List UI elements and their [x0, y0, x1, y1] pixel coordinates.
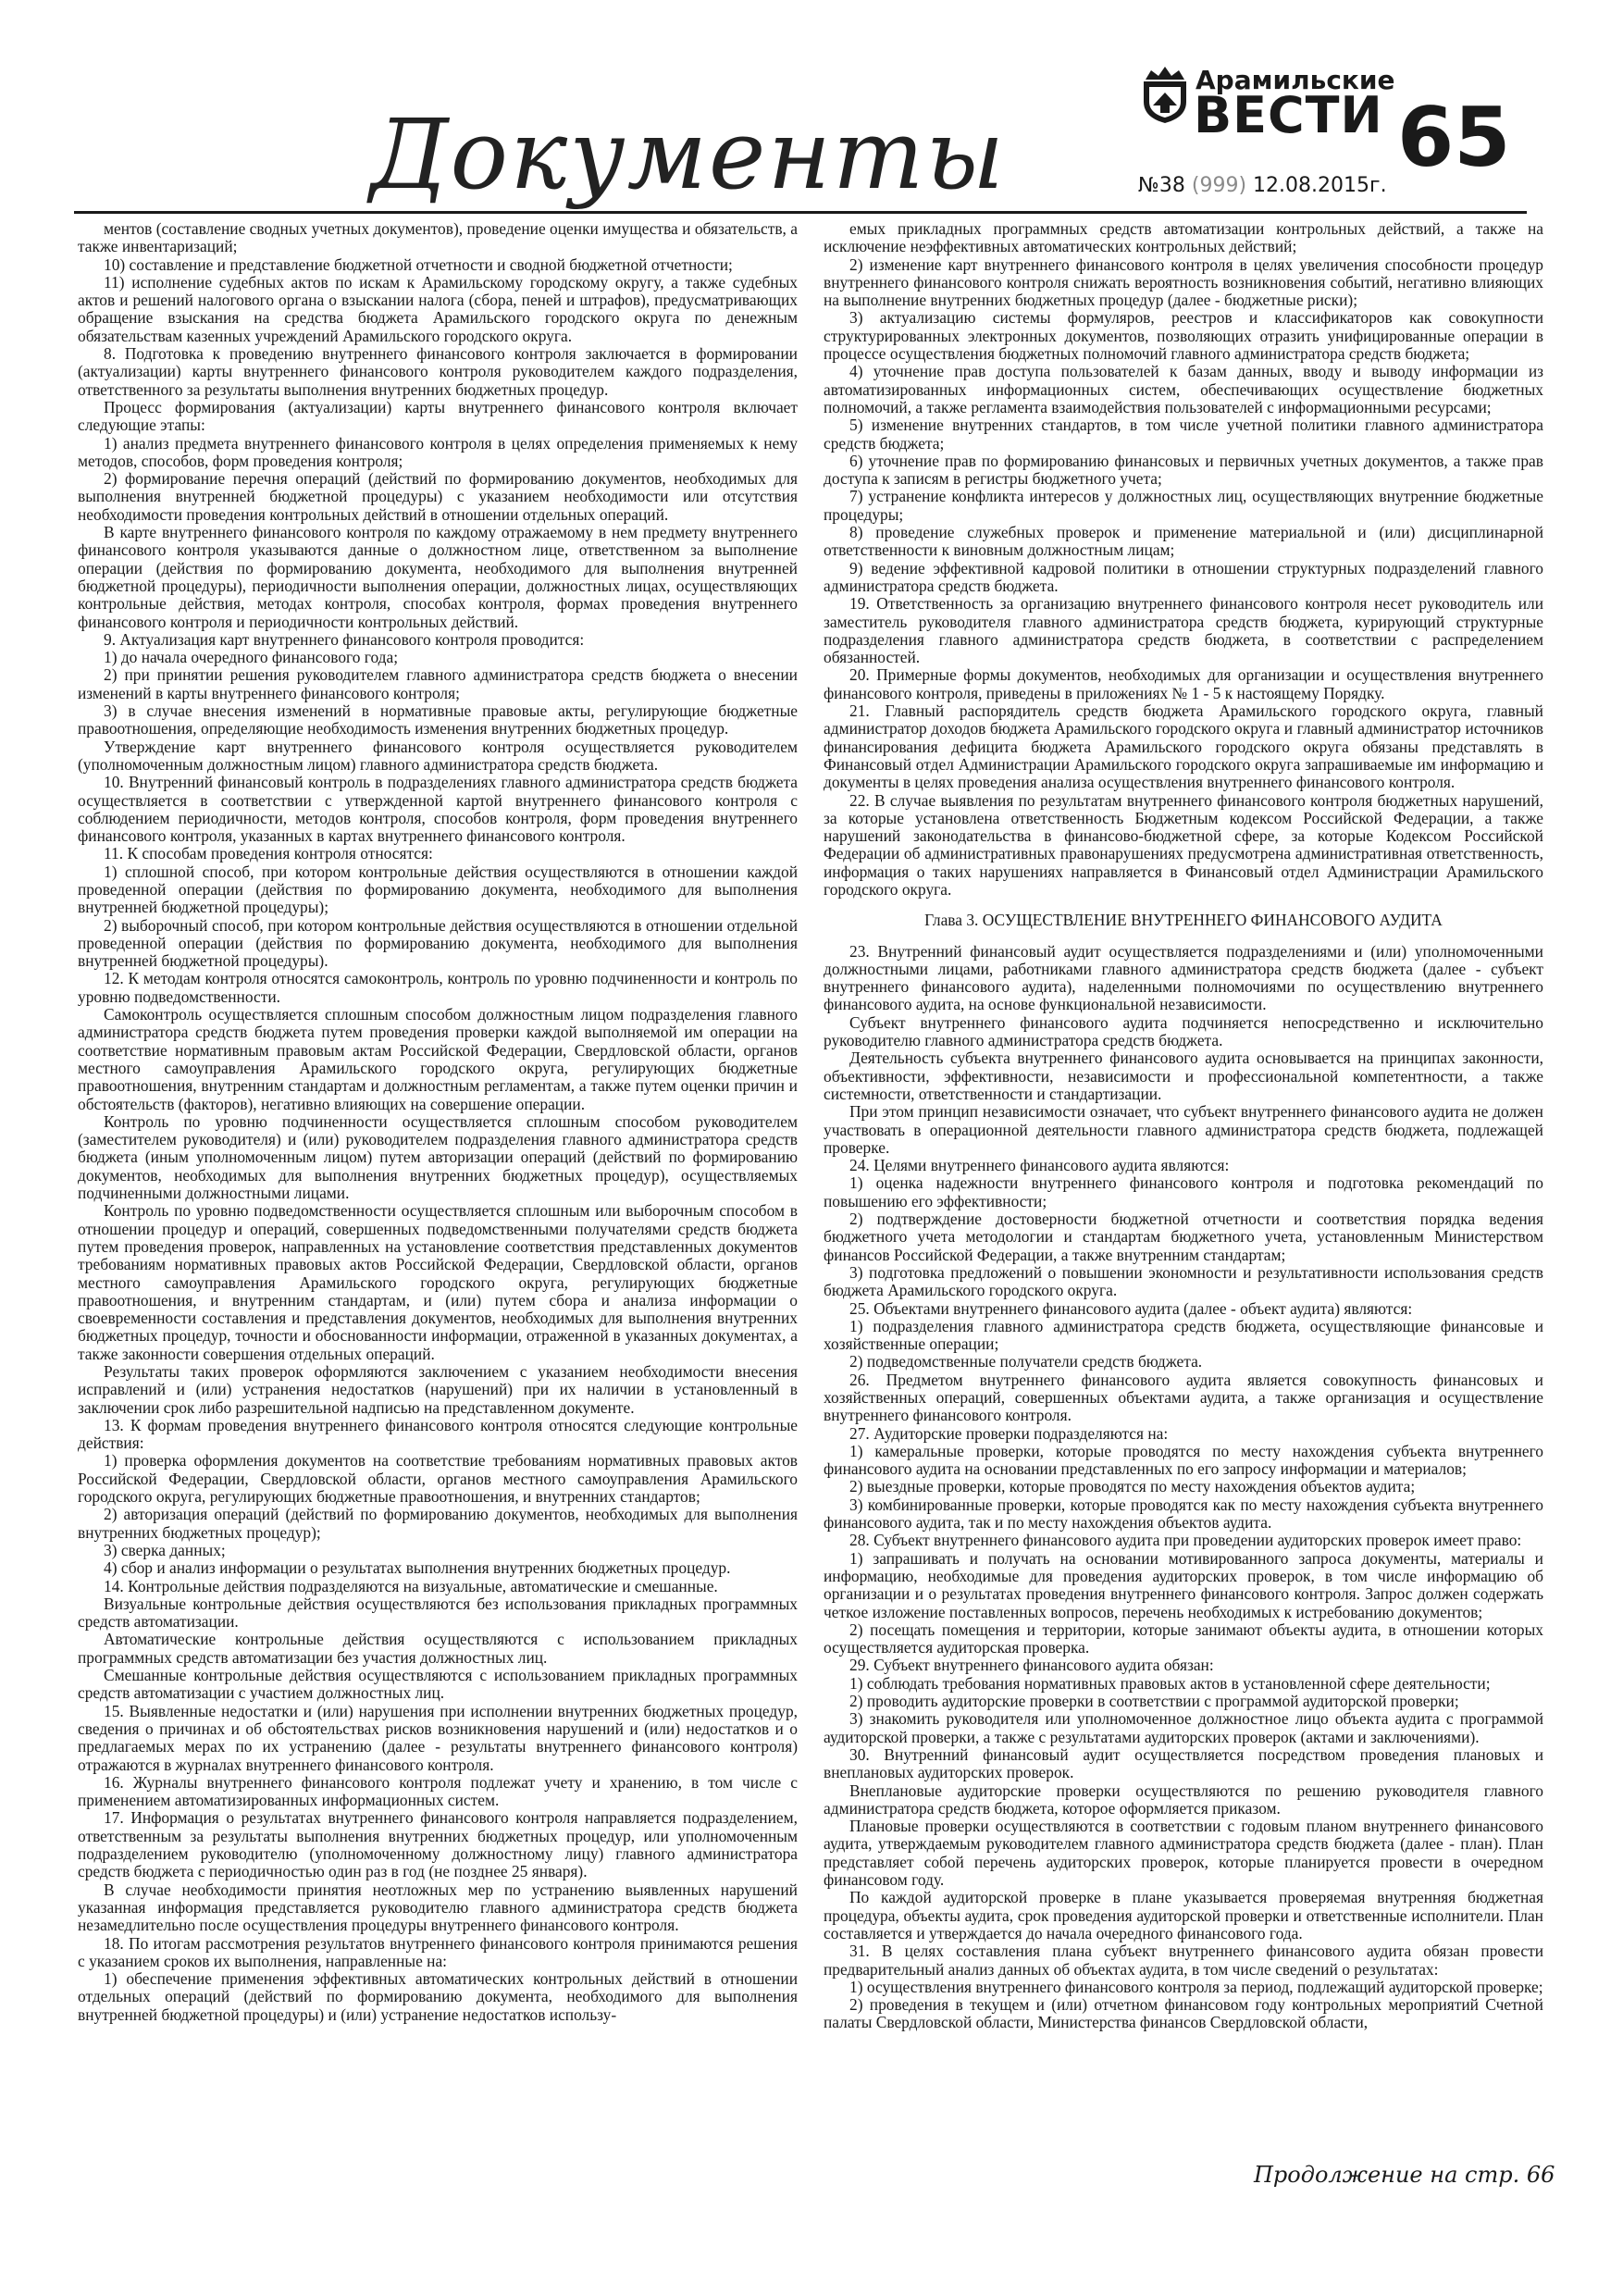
brand-top-text: Арамильские: [1196, 65, 1395, 95]
paragraph: 2) подведомственные получатели средств бюджета.: [849, 1352, 1203, 1371]
newspaper-logo: [1138, 65, 1395, 197]
paragraph: 3) актуализацию системы формуляров, реестров и классификаторов как совокупности структурированных электронных документов, позволяющих отразить унифицированные операции в процессе осуществления бюджетных полномочий главного администратора средств бюджета;: [824, 308, 1543, 364]
paragraph: 5) изменение внутренних стандартов, в том числе учетной политики главного администратора средств бюджета;: [824, 416, 1543, 453]
paragraph: 1) анализ предмета внутреннего финансового контроля в целях определения применяемых к нему методов, способов, форм проведения контроля;: [78, 433, 798, 470]
paragraph: 1) проверка оформления документов на соответствие требованиям нормативных правовых актов Российской Федерации, Свердловской области, органов местного самоуправления Арамильского городского округа, регулирующих бюджетные правоотношения, и внутренних стандартов;: [78, 1451, 798, 1507]
brand-main-text: ВЕСТИ: [1194, 86, 1383, 144]
paragraph: 9. Актуализация карт внутреннего финансового контроля проводится:: [104, 629, 585, 649]
paragraph: Результаты таких проверок оформляются заключением с указанием необходимости внесения исправлений и (или) устранения недостатков (нарушений) при их наличии в установленный в заключении срок либо разрешительной надписью на представленном документе.: [78, 1362, 798, 1417]
paragraph: 1) обеспечение применения эффективных автоматических контрольных действий в отношении отдельных операций (действий по формированию документа, необходимого для выполнения внутренней бюджетной процедуры) и (или) устранение недостатков использу-: [78, 1969, 798, 2024]
paragraph: 20. Примерные формы документов, необходимых для организации и осуществления внутреннего финансового контроля, приведены в приложениях № 1 - 5 к настоящему Порядку.: [824, 665, 1543, 702]
paragraph: 2) подтверждение достоверности бюджетной отчетности и соответствия порядка ведения бюджетного учета методологии и стандартам бюджетного учета, установленным Министерством финансов Российской Федерации, а также внутренним стандартам;: [824, 1210, 1543, 1264]
paragraph: 24. Целями внутреннего финансового аудита являются:: [849, 1156, 1230, 1175]
paragraph: Контроль по уровню подведомственности осуществляется сплошным или выборочным способом в отношении процедур и операций, совершенных подведомственными получателями средств бюджета путем проведения проверок, направленных на установление соответствия представленных документов требованиям нормативных правовых актов Российской Федерации, Свердловской области, органов местного самоуправления Арамильского городского округа, регулирующих бюджетные правоотношения, и внутренним стандартам, и (или) путем сбора и анализа информации о своевременности составления и представления документов, необходимых для выполнения внутренних бюджетных процедур, точности и обоснованности информации, отраженной в указанных документах, а также законности совершения отдельных операций.: [78, 1201, 798, 1363]
paragraph: 3) сверка данных;: [104, 1540, 226, 1559]
paragraph: Субъект внутреннего финансового аудита подчиняется непосредственно и исключительно руководителю главного администратора средств бюджета.: [824, 1012, 1543, 1050]
paragraph: 19. Ответственность за организацию внутреннего финансового контроля несет руководитель или заместитель руководителя главного администратора средств бюджета, курирующий структурные подразделения главного администратора средств бюджета, в соответствии с распределением обязанностей.: [824, 594, 1543, 667]
paragraph: 18. По итогам рассмотрения результатов внутреннего финансового контроля принимаются решения с указанием сроков их выполнения, направленные на:: [78, 1933, 798, 1970]
paragraph: 28. Субъект внутреннего финансового аудита при проведении аудиторских проверок имеет право:: [849, 1531, 1522, 1550]
paragraph: 4) сбор и анализ информации о результатах выполнения внутренних бюджетных процедур.: [104, 1558, 731, 1578]
paragraph: 8. Подготовка к проведению внутреннего финансового контроля заключается в формировании (актуализации) карты внутреннего финансового контроля руководителем каждого подразделения, ответственного за результаты выполнения внутренних бюджетных процедур.: [78, 344, 798, 399]
paragraph: В случае необходимости принятия неотложных мер по устранению выявленных нарушений указанная информация представляется руководителю главного администратора средств бюджета незамедлительно после осуществления процедуры внутреннего финансового контроля.: [78, 1880, 798, 1935]
paragraph: 2) изменение карт внутреннего финансового контроля в целях увеличения способности процедур внутреннего финансового контроля снижать вероятность возникновения событий, негативно влияющих на выполнение внутренних бюджетных процедур (далее - бюджетные риски);: [824, 254, 1543, 310]
header-rule: [74, 211, 1527, 214]
right-column: [824, 220, 1543, 2145]
paragraph: 31. В целях составления плана субъект внутреннего финансового аудита обязан провести предварительный анализ данных об объектах аудита, в том числе сведений о результатах:: [824, 1942, 1543, 1979]
paragraph: 6) уточнение прав по формированию финансовых и первичных учетных документов, а также прав доступа к записям в регистры бюджетного учета;: [824, 451, 1543, 489]
paragraph: Визуальные контрольные действия осуществляются без использования прикладных программных средств автоматизации.: [78, 1594, 798, 1632]
paragraph: 14. Контрольные действия подразделяются на визуальные, автоматические и смешанные.: [104, 1576, 718, 1595]
paragraph: 9) ведение эффективной кадровой политики в отношении структурных подразделений главного администратора средств бюджета.: [824, 558, 1543, 595]
city-crest-icon: [1138, 65, 1192, 124]
paragraph: емых прикладных программных средств автоматизации контрольных действий, а также на исключение неэффективных автоматических контрольных действий;: [824, 220, 1543, 256]
page-number: 65: [1397, 90, 1511, 185]
paragraph: 11) исполнение судебных актов по искам к Арамильскому городскому округу, а также судебных актов и решений налогового органа о взыскании налога (сбора, пеней и штрафов), предусматривающих обращение взыскания на средства бюджета Арамильского городского округа по денежным обязательствам казенных учреждений Арамильского городского округа.: [78, 272, 798, 345]
paragraph: 21. Главный распорядитель средств бюджета Арамильского городского округа, главный администратор доходов бюджета Арамильского городского округа и главный администратор источников финансирования дефицита бюджета Арамильского городского округа обязаны представлять в Финансовый отдел Администрации Арамильского городского округа запрашиваемые им информацию и документы в целях проведения анализа осуществления внутреннего финансового контроля.: [824, 701, 1543, 792]
paragraph: 17. Информация о результатах внутреннего финансового контроля направляется подразделением, ответственным за результаты выполнения внутренних бюджетных процедур, или уполномоченным подразделением руководителю (уполномоченному должностному лицу) главного администратора средств бюджета с периодичностью один раз в год (не позднее 25 января).: [78, 1808, 798, 1881]
paragraph: 1) запрашивать и получать на основании мотивированного запроса документы, материалы и информацию, необходимые для проведения аудиторских проверок, в том числе информацию об организации и о результатах проведения внутреннего финансового контроля. Запрос должен содержать четкое изложение поставленных вопросов, перечень необходимых к истребованию документов;: [824, 1548, 1543, 1621]
paragraph: 30. Внутренний финансовый аудит осуществляется посредством проведения плановых и внеплановых аудиторских проверок.: [824, 1744, 1543, 1782]
paragraph: 15. Выявленные недостатки и (или) нарушения при исполнении внутренних бюджетных процедур, сведения о причинах и об обстоятельствах рисков возникновения нарушений и (или) недостатков и о предлагаемых мерах по их устранению (далее - результаты внутреннего финансового контроля) отражаются в журналах внутреннего финансового контроля.: [78, 1701, 798, 1774]
paragraph: По каждой аудиторской проверке в плане указывается проверяемая внутренняя бюджетная процедура, объекты аудита, срок проведения аудиторской проверки и ответственные исполнители. План составляется и утверждается до начала очередного финансового года.: [824, 1888, 1543, 1942]
paragraph: 2) авторизация операций (действий по формированию документов, необходимых для выполнения внутренних бюджетных процедур);: [78, 1505, 798, 1542]
paragraph: 2) выездные проверки, которые проводятся по месту нахождения объектов аудита;: [849, 1477, 1416, 1496]
paragraph: 23. Внутренний финансовый аудит осуществляется подразделениями и (или) уполномоченными должностными лицами, работниками главного администратора средств бюджета (далее - субъект внутреннего финансового аудита), наделенными полномочиями по осуществлению внутреннего финансового аудита, на основе функциональной независимости.: [824, 941, 1543, 1014]
paragraph: Контроль по уровню подчиненности осуществляется сплошным способом руководителем (заместителем руководителя) и (или) руководителем подразделения главного администратора средств бюджета (иным уполномоченным лицом) путем авторизации операций (действий по формированию документов, необходимых для выполнения внутренних бюджетных процедур), осуществляемых подчиненными должностными лицами.: [78, 1111, 798, 1203]
paragraph: 2) выборочный способ, при котором контрольные действия осуществляются в отношении отдельной проведенной операции (действия по формированию документа, необходимого для выполнения внутренней бюджетной процедуры).: [78, 915, 798, 971]
paragraph: При этом принцип независимости означает, что субъект внутреннего финансового аудита не должен участвовать в операционной деятельности главного администратора средств бюджета, подлежащей проверке.: [824, 1102, 1543, 1157]
paragraph: 26. Предметом внутреннего финансового аудита является совокупность финансовых и хозяйственных операций, совершенных объектами аудита, а также организация и осуществление внутреннего финансового контроля.: [824, 1370, 1543, 1425]
paragraph: 16. Журналы внутреннего финансового контроля подлежат учету и хранению, в том числе с применением автоматизированных информационных систем.: [78, 1772, 798, 1810]
paragraph: 29. Субъект внутреннего финансового аудита обязан:: [849, 1656, 1214, 1675]
paragraph: 3) в случае внесения изменений в нормативные правовые акты, регулирующие бюджетные правоотношения, определяющие необходимость изменения внутренних бюджетных процедур.: [78, 701, 798, 738]
paragraph: 2) посещать помещения и территории, которые занимают объекты аудита, в отношении которых осуществляется аудиторская проверка.: [824, 1620, 1543, 1657]
paragraph: 10) составление и представление бюджетной отчетности и сводной бюджетной отчетности;: [104, 254, 733, 274]
paragraph: 2) проведения в текущем и (или) отчетном финансовом году контрольных мероприятий Счетной палаты Свердловской области, Министерства финансов Свердловской области,: [824, 1995, 1543, 2032]
paragraph: 2) формирование перечня операций (действий по формированию документов, необходимых для выполнения внутренней бюджетной процедуры) с указанием необходимости или отсутствия необходимости проведения контрольных действий в отношении отдельных операций.: [78, 469, 798, 524]
paragraph: В карте внутреннего финансового контроля по каждому отражаемому в нем предмету внутреннего финансового контроля указываются данные о должностном лице, ответственном за выполнение операции (действия по формированию документа, необходимого для выполнения внутренней бюджетной процедуры), периодичности выполнения операции, должностных лицах, осуществляющих контрольные действия, методах контроля, способах контроля, формах проведения внутреннего финансового контроля и периодичности контрольных действий.: [78, 523, 798, 631]
paragraph: ментов (составление сводных учетных документов), проведение оценки имущества и обязательств, а также инвентаризаций;: [78, 220, 798, 256]
paragraph: 1) оценка надежности внутреннего финансового контроля и подготовка рекомендаций по повышению его эффективности;: [824, 1173, 1543, 1210]
left-column: [78, 220, 798, 2145]
paragraph: Внеплановые аудиторские проверки осуществляются по решению руководителя главного администратора средств бюджета, которое оформляется приказом.: [824, 1781, 1543, 1818]
paragraph: 27. Аудиторские проверки подразделяются на:: [849, 1423, 1169, 1443]
paragraph: 8) проведение служебных проверок и применение материальной и (или) дисциплинарной ответственности к виновным должностным лицам;: [824, 523, 1543, 560]
paragraph: 2) при принятии решения руководителем главного администратора средств бюджета о внесении изменений в карты внутреннего финансового контроля;: [78, 665, 798, 702]
chapter-heading: Глава 3. ОСУЩЕСТВЛЕНИЕ ВНУТРЕННЕГО ФИНАНСОВОГО АУДИТА: [924, 911, 1443, 930]
issue-date: 12.08.2015г.: [1253, 174, 1387, 197]
paragraph: 3) подготовка предложений о повышении экономности и результативности использования средств бюджета Арамильского городского округа.: [824, 1262, 1543, 1300]
paragraph: 12. К методам контроля относятся самоконтроль, контроль по уровню подчиненности и контроль по уровню подведомственности.: [78, 969, 798, 1006]
paragraph: 4) уточнение прав доступа пользователей к базам данных, вводу и выводу информации из автоматизированных информационных систем, обеспечивающих осуществление бюджетных полномочий, а также регламента взаимодействия пользователей с информационными ресурсами;: [824, 362, 1543, 416]
paragraph: Утверждение карт внутреннего финансового контроля осуществляется руководителем (уполномоченным должностным лицом) главного администратора средств бюджета.: [78, 737, 798, 774]
paragraph: 3) комбинированные проверки, которые проводятся как по месту нахождения субъекта внутреннего финансового аудита, так и по месту нахождения объектов аудита.: [824, 1495, 1543, 1533]
paragraph: 3) знакомить руководителя или уполномоченное должностное лицо объекта аудита с программой аудиторской проверки, а также с результатами аудиторских проверок (актами и заключениями).: [824, 1709, 1543, 1746]
paragraph: 1) осуществления внутреннего финансового контроля за период, подлежащий аудиторской проверке;: [849, 1977, 1543, 1996]
paragraph: 13. К формам проведения внутреннего финансового контроля относятся следующие контрольные действия:: [78, 1415, 798, 1453]
paragraph: 22. В случае выявления по результатам внутреннего финансового контроля бюджетных нарушений, за которые установлена ответственность Бюджетным кодексом Российской Федерации, а также нарушений законодательства в финансово-бюджетной сфере, за которые Кодексом Российской Федерации об административных правонарушениях предусмотрена административная ответственность, информация о таких нарушениях направляется в Финансовый отдел Администрации Арамильского городского округа.: [824, 790, 1543, 899]
paragraph: 1) сплошной способ, при котором контрольные действия осуществляются в отношении каждой проведенной операции (действия по формированию документа, необходимого для выполнения внутренней бюджетной процедуры);: [78, 862, 798, 917]
paragraph: 10. Внутренний финансовый контроль в подразделениях главного администратора средств бюджета осуществляется в соответствии с утвержденной картой внутреннего финансового контроля с соблюдением периодичности, методов контроля, способов контроля, форм проведения внутреннего финансового контроля, указанных в картах внутреннего финансового контроля.: [78, 773, 798, 846]
paragraph: 1) камеральные проверки, которые проводятся по месту нахождения субъекта внутреннего финансового аудита на основании представленных по его запросу информации и материалов;: [824, 1441, 1543, 1479]
issue-number: №38: [1138, 174, 1185, 197]
paragraph: Деятельность субъекта внутреннего финансового аудита основывается на принципах законности, объективности, эффективности, независимости и профессиональной компетентности, а также системности, ответственности и стандартизации.: [824, 1049, 1543, 1103]
paragraph: 7) устранение конфликта интересов у должностных лиц, осуществляющих внутренние бюджетные процедуры;: [824, 487, 1543, 524]
paragraph: Автоматические контрольные действия осуществляются с использованием прикладных программных средств автоматизации без участия должностных лиц.: [78, 1630, 798, 1667]
issue-info: [1138, 174, 1387, 197]
paragraph: 1) соблюдать требования нормативных правовых актов в установленной сфере деятельности;: [849, 1673, 1491, 1693]
paragraph: Процесс формирования (актуализации) карты внутреннего финансового контроля включает следующие этапы:: [78, 397, 798, 435]
paragraph: Плановые проверки осуществляются в соответствии с годовым планом внутреннего финансового аудита, утверждаемым руководителем главного администратора средств бюджета (далее - план). План представляет собой перечень аудиторских проверок, которые планируется провести в очередном финансовом году.: [824, 1817, 1543, 1890]
issue-total: (999): [1191, 174, 1247, 197]
paragraph: Смешанные контрольные действия осуществляются с использованием прикладных программных средств автоматизации с участием должностных лиц.: [78, 1666, 798, 1703]
paragraph: 25. Объектами внутреннего финансового аудита (далее - объект аудита) являются:: [849, 1298, 1413, 1318]
paragraph: 2) проводить аудиторские проверки в соответствии с программой аудиторской проверки;: [849, 1692, 1459, 1711]
section-title: Документы: [370, 98, 1007, 211]
paragraph: Самоконтроль осуществляется сплошным способом должностным лицом подразделения главного администратора средств бюджета путем проведения проверки каждой выполняемой им операции на соответствие нормативным правовым актам Российской Федерации, Свердловской области, органов местного самоуправления Арамильского городского округа, регулирующих бюджетные правоотношения, внутренним стандартам и должностным регламентам, а также путем оценки причин и обстоятельств (факторов), негативно влияющих на совершение операции.: [78, 1005, 798, 1113]
paragraph: 1) до начала очередного финансового года;: [104, 648, 399, 667]
page-header: [0, 0, 1623, 213]
paragraph: 11. К способам проведения контроля относятся:: [104, 844, 433, 863]
continued-note: Продолжение на стр. 66: [1254, 2162, 1555, 2188]
paragraph: 1) подразделения главного администратора средств бюджета, осуществляющие финансовые и хозяйственные операции;: [824, 1316, 1543, 1354]
